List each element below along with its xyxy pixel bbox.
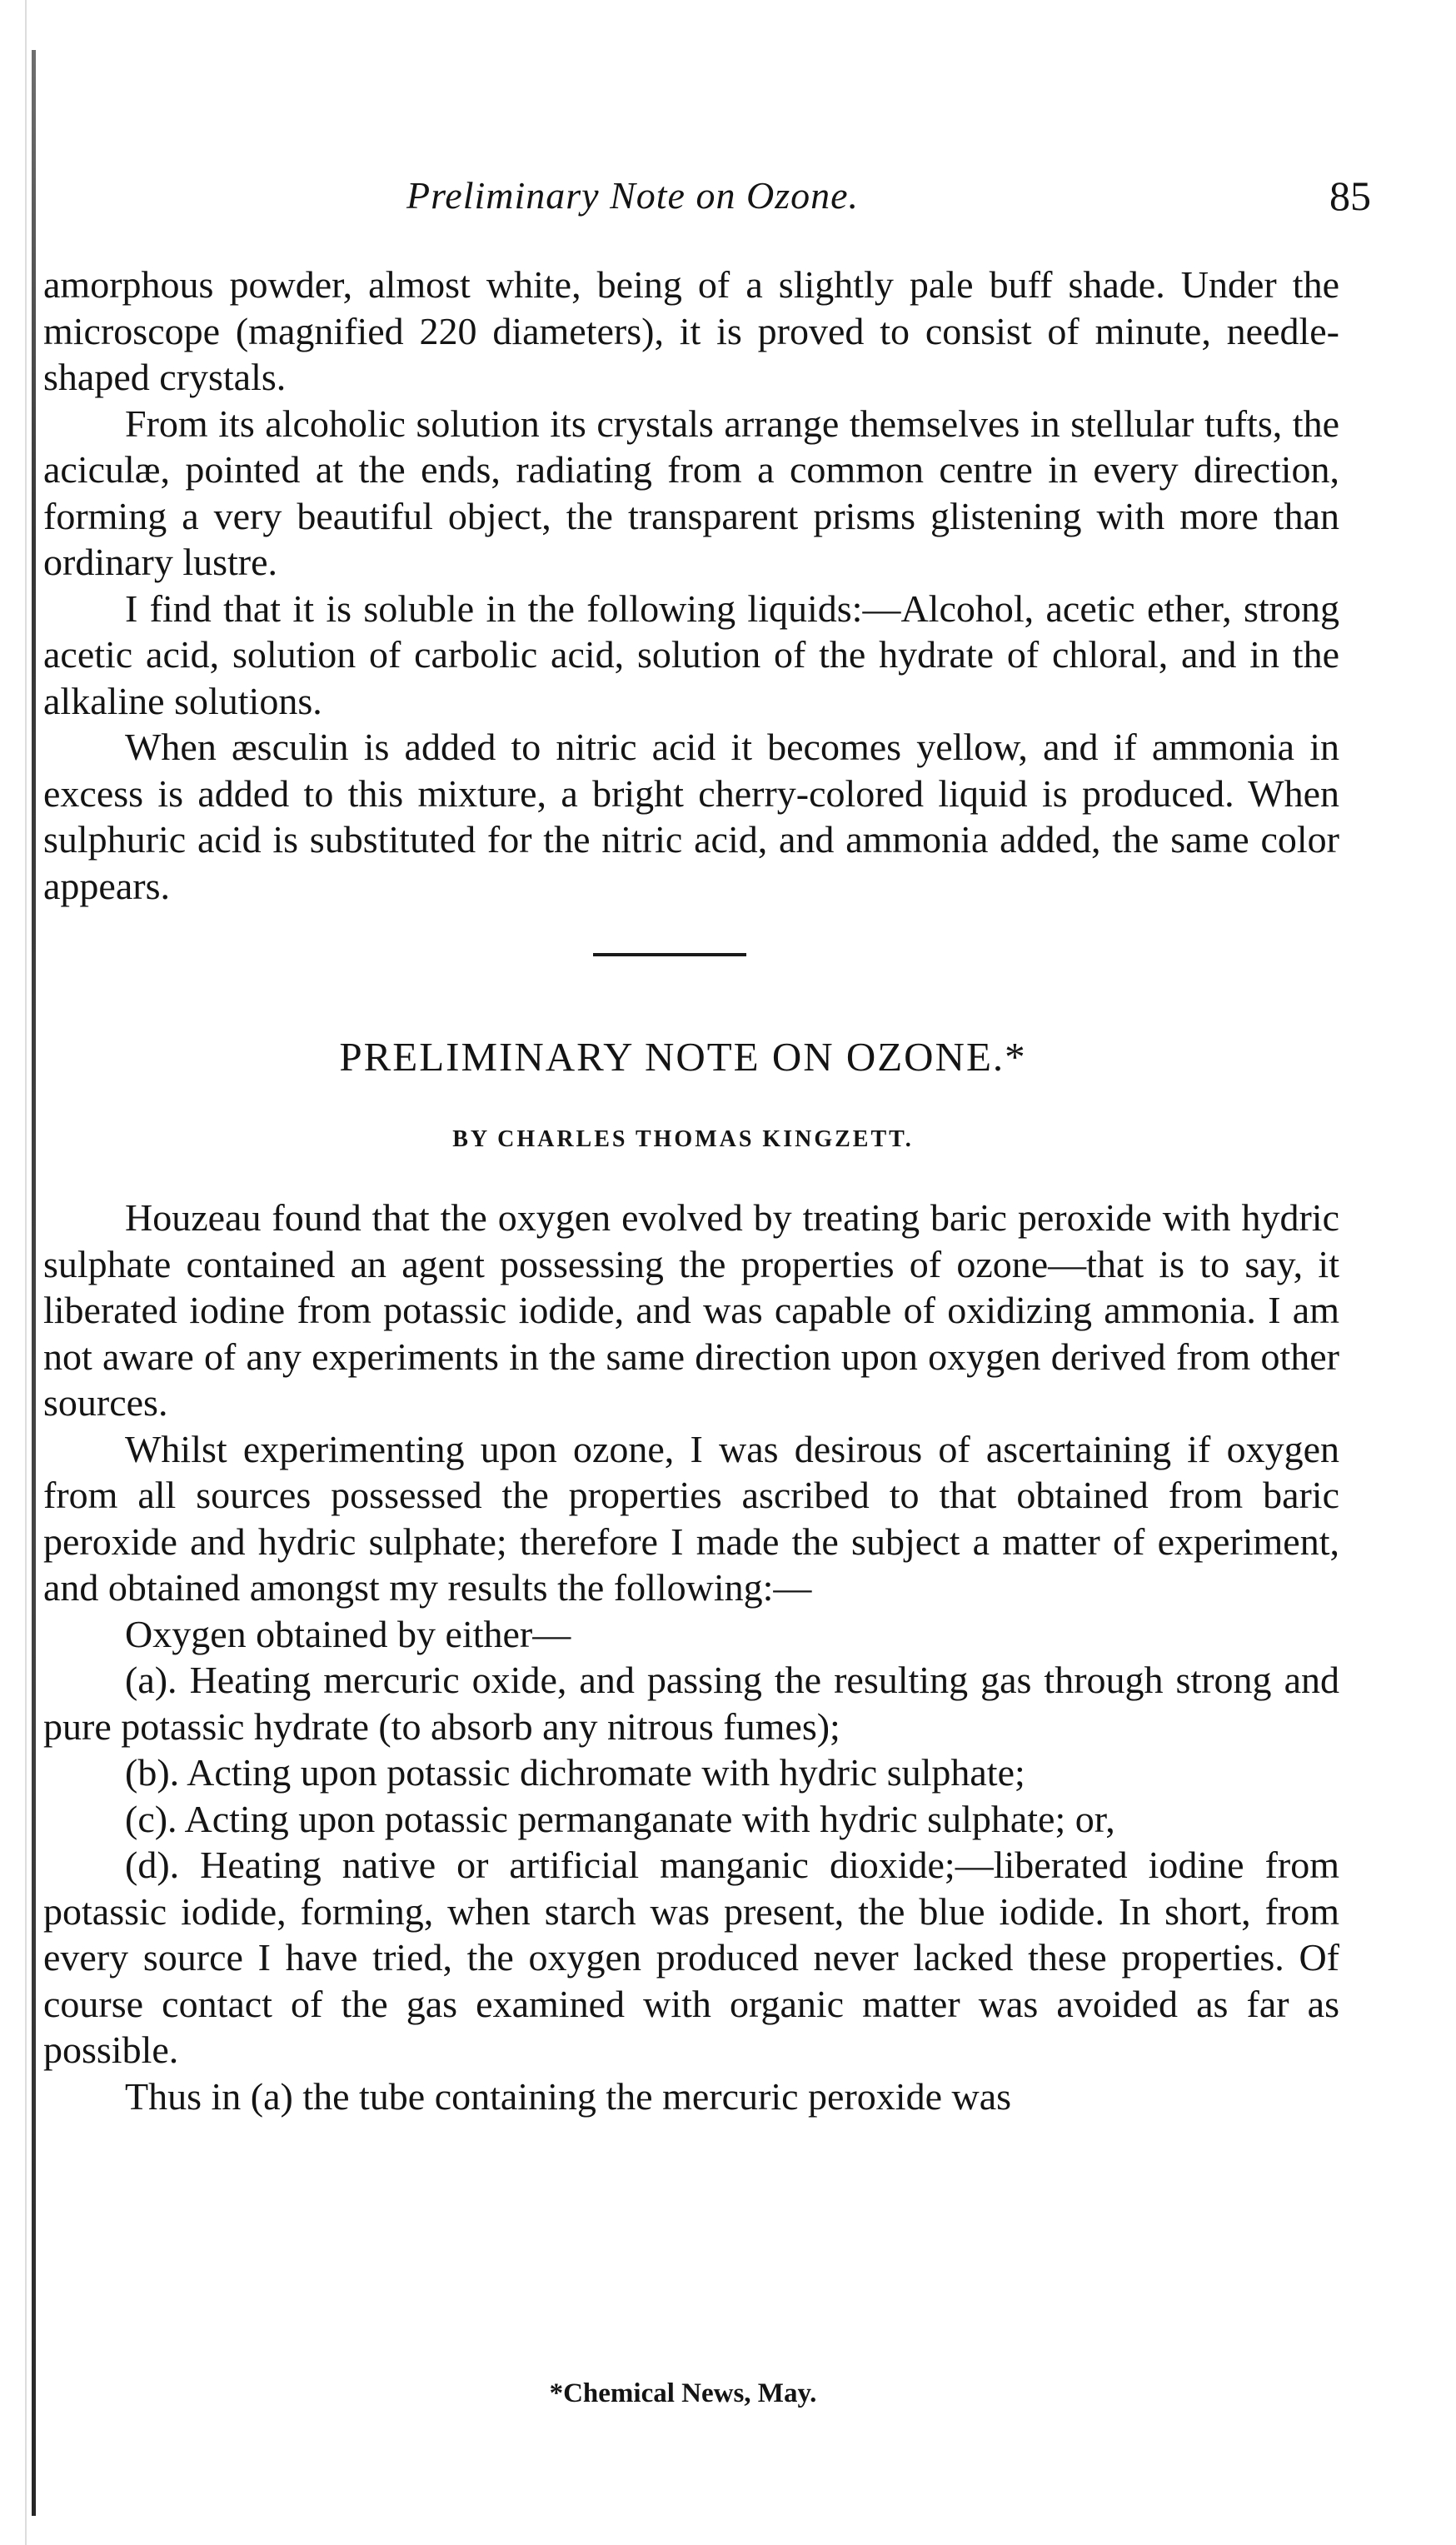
- section-divider: [593, 953, 746, 956]
- paragraph: From its alcoholic solution its crystals arrange themselves in stellular tufts, the aciculæ, pointed at the ends, radiating from a common centre in every direction, forming a very beautiful object, the transparent prisms glistening with more than ordinary lustre.: [43, 402, 1339, 583]
- footnote: *Chemical News, May.: [549, 2378, 817, 2408]
- paragraph: When æsculin is added to nitric acid it becomes yellow, and if ammonia in excess is added to this mixture, a bright cherry-colored liquid is produced. When sulphuric acid is substituted for the nitric acid, and ammonia added, the same color appears.: [43, 726, 1339, 907]
- list-item: (d). Heating native or artificial manganic dioxide;—liberated iodine from potassic iodide, forming, when starch was present, the blue iodide. In short, from every source I have tried, the oxygen produced never lacked these properties. Of course contact of the gas examined with organic matter was avoided as far as possible.: [43, 1844, 1339, 2071]
- scan-binding-edge: [32, 50, 36, 2516]
- paragraph: amorphous powder, almost white, being of a slightly pale buff shade. Under the microscope (magnified 220 diameters), it is proved to consist of minute, needle-shaped crystals.: [43, 263, 1339, 398]
- article-byline: BY CHARLES THOMAS KINGZETT.: [452, 1126, 914, 1152]
- paragraph: Oxygen obtained by either—: [125, 1612, 571, 1655]
- paragraph: I find that it is soluble in the following liquids:—Alcohol, acetic ether, strong acetic acid, solution of carbolic acid, solution of the hydrate of chloral, and in the alkaline solutions.: [43, 586, 1339, 722]
- scan-gutter-shadow: [25, 0, 27, 2545]
- second-article-text: [43, 1195, 1339, 2119]
- running-title: Preliminary Note on Ozone.: [406, 174, 860, 217]
- page-number: 85: [1329, 172, 1371, 219]
- paragraph: Whilst experimenting upon ozone, I was desirous of ascertaining if oxygen from all sources possessed the properties ascribed to that obtained from baric peroxide and hydric sulphate; therefore I made the subject a matter of experiment, and obtained amongst my results the following:—: [43, 1427, 1339, 1609]
- list-item: (a). Heating mercuric oxide, and passing the resulting gas through strong and pure potassic hydrate (to absorb any nitrous fumes);: [43, 1659, 1339, 1748]
- list-item: (b). Acting upon potassic dichromate with hydric sulphate;: [125, 1751, 1025, 1794]
- paragraph: Houzeau found that the oxygen evolved by treating baric peroxide with hydric sulphate contained an agent possessing the properties of ozone—that is to say, it liberated iodine from potassic iodide, and was capable of oxidizing ammonia. I am not aware of any experiments in the same direction upon oxygen derived from other sources.: [43, 1196, 1339, 1424]
- first-article-text: [43, 262, 1339, 909]
- paragraph: Thus in (a) the tube containing the mercuric peroxide was: [125, 2074, 1012, 2118]
- article-title: PRELIMINARY NOTE ON OZONE.*: [339, 1034, 1027, 1080]
- list-item: (c). Acting upon potassic permanganate with hydric sulphate; or,: [125, 1797, 1115, 1840]
